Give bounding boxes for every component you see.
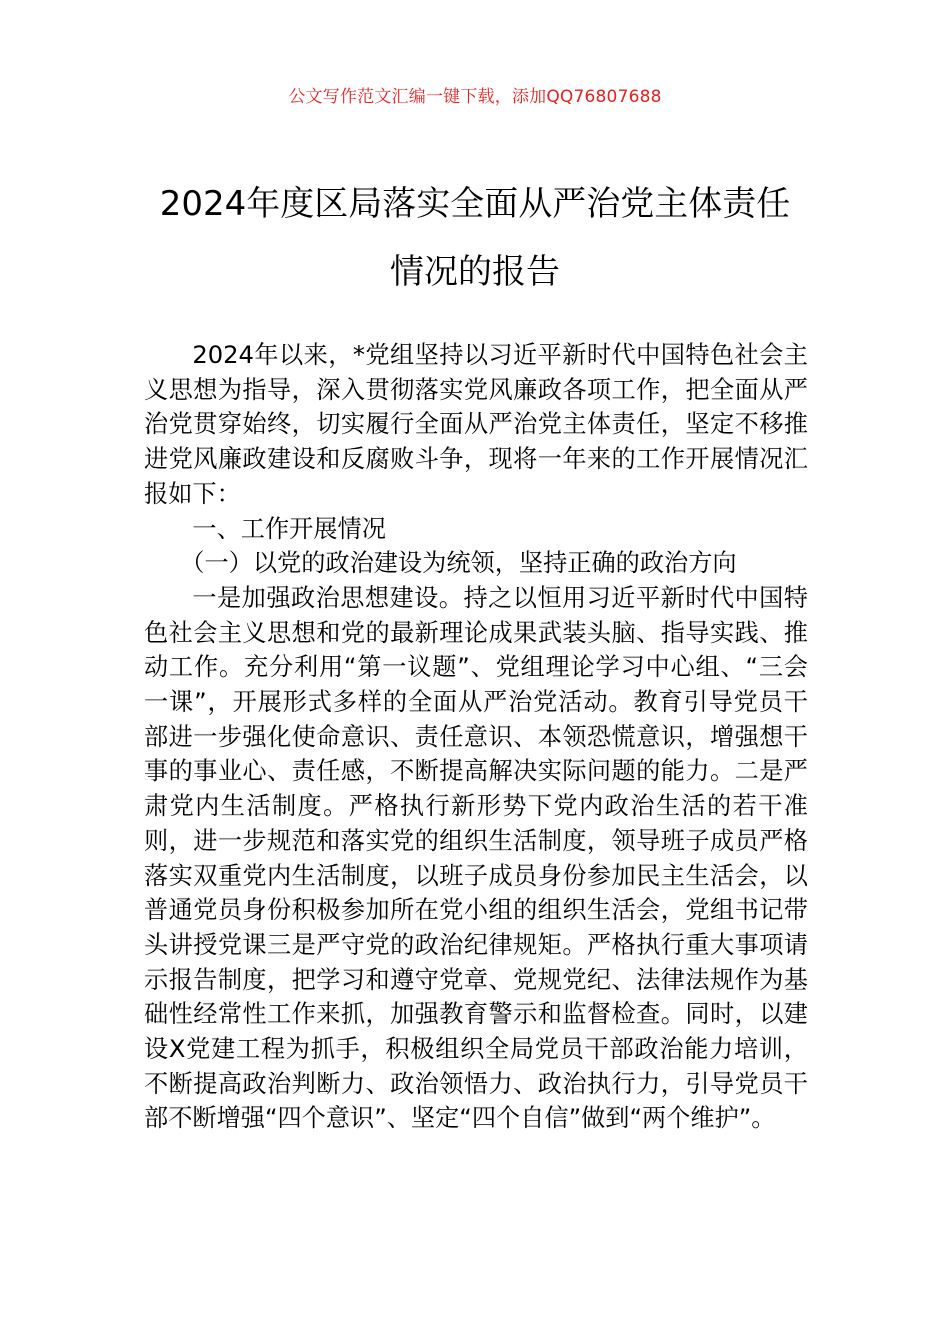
subsection-body-paragraph: 一是加强政治思想建设。持之以恒用习近平新时代中国特色社会主义思想和党的最新理论成果武装头脑、指导实践、推动工作。充分利用“第一议题”、党组理论学习中心组、“三会一课”，开展形式多样的全面从严治党活动。教育引导党员干部进一步强化使命意识、责任意识、本领恐慌意识，增强想干事的事业心、责任感，不断提高解决实际问题的能力。二是严肃党内生活制度。严格执行新形势下党内政治生活的若干准则，进一步规范和落实党的组织生活制度，领导班子成员严格落实双重党内生活制度，以班子成员身份参加民主生活会，以普通党员身份积极参加所在党小组的组织生活会，党组书记带头讲授党课三是严守党的政治纪律规矩。严格执行重大事项请示报告制度，把学习和遵守党章、党规党纪、法律法规作为基础性经常性工作来抓，加强教育警示和监督检查。同时，以建设X党建工程为抓手，积极组织全局党员干部政治能力培训，不断提高政治判断力、政治领悟力、政治执行力，引导党员干部不断增强“四个意识”、坚定“四个自信”做到“两个维护”。 bbox=[144, 583, 809, 1133]
document-body bbox=[144, 338, 808, 1136]
section-heading: 一、工作开展情况 bbox=[192, 514, 386, 543]
intro-paragraph: 2024年以来，*党组坚持以习近平新时代中国特色社会主义思想为指导，深入贯彻落实党风廉政各项工作，把全面从严治党贯穿始终，切实履行全面从严治党主体责任，坚定不移推进党风廉政建设和反腐败斗争，现将一年来的工作开展情况汇报如下： bbox=[144, 341, 808, 508]
subsection-heading: （一）以党的政治建设为统领，坚持正确的政治方向 bbox=[180, 549, 737, 578]
title-line-1: 2024年度区局落实全面从严治党主体责任 bbox=[159, 184, 791, 224]
title-line-2: 情况的报告 bbox=[390, 252, 560, 292]
watermark-banner: 公文写作范文汇编一键下载，添加QQ76807688 bbox=[288, 87, 662, 107]
document-title bbox=[120, 170, 830, 306]
